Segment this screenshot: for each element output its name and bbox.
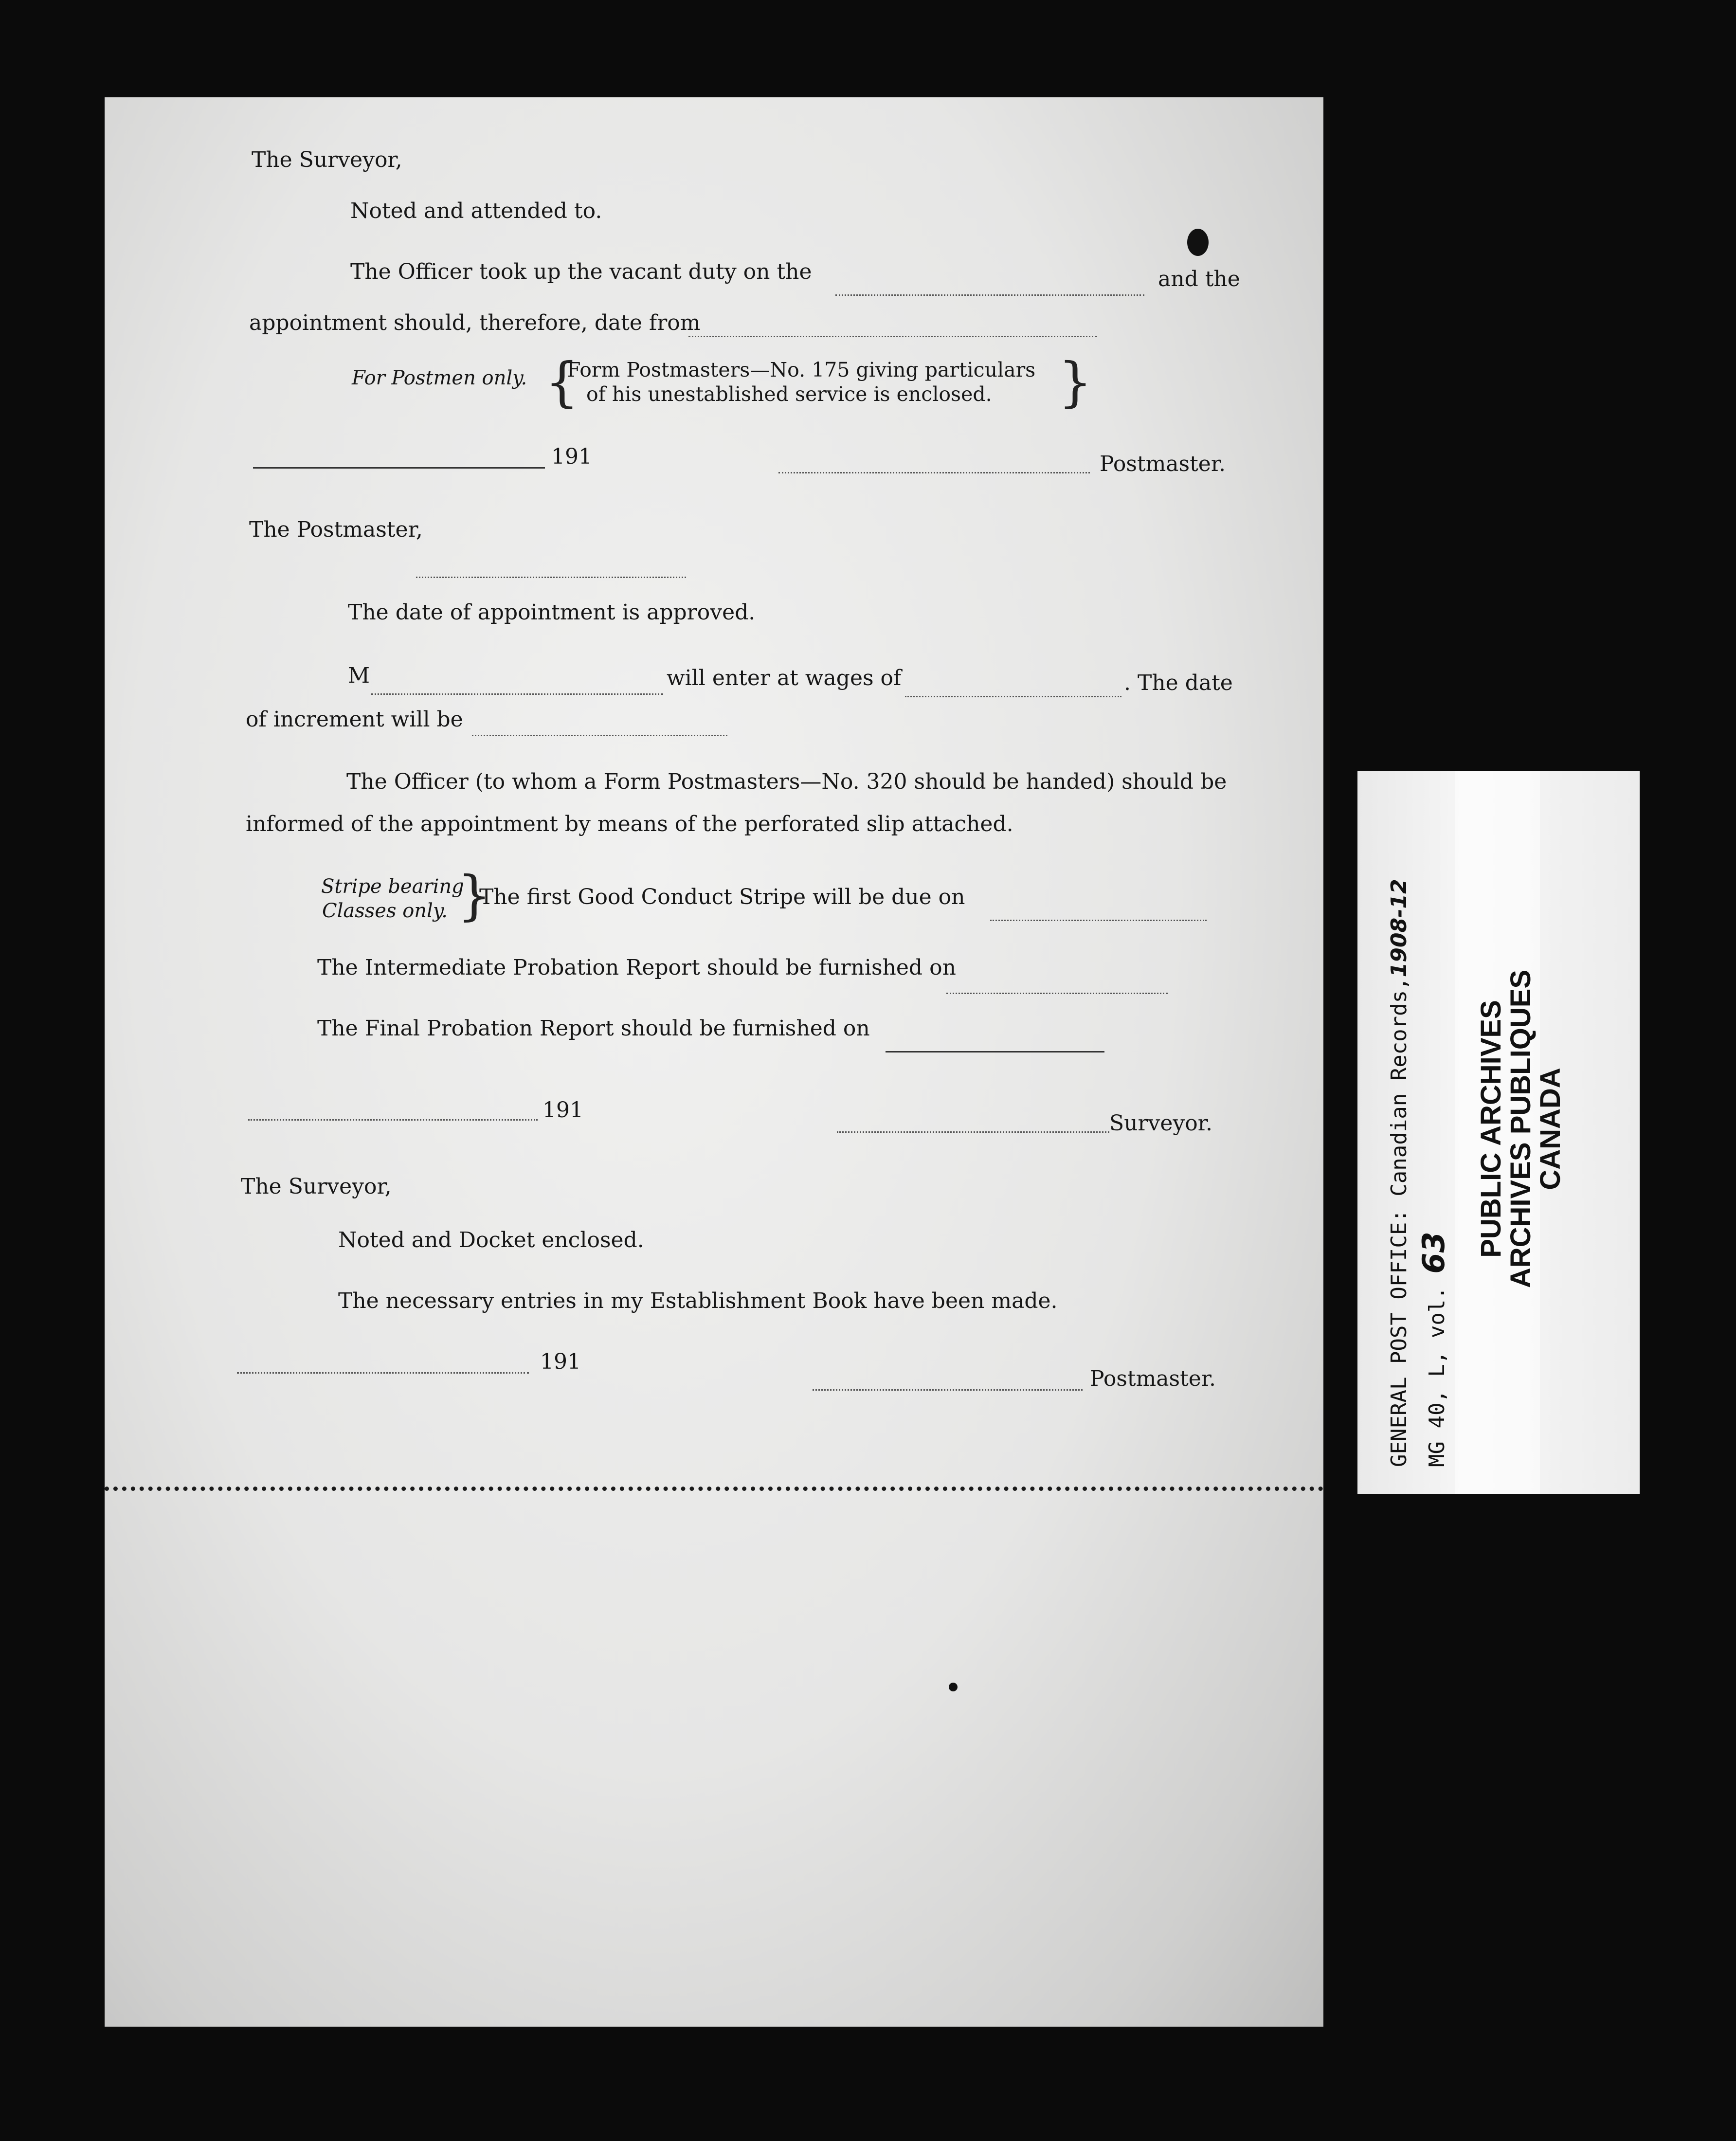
officer-line-2: informed of the appointment by means of the perforated slip attached. (246, 812, 1013, 836)
archive-reference-line-1: GENERAL POST OFFICE: Canadian Records,1908-12 (1387, 879, 1411, 1467)
signature-field-3[interactable] (813, 1389, 1083, 1391)
signatory-postmaster-3: Postmaster. (1090, 1366, 1216, 1391)
signatory-postmaster-1: Postmaster. (1100, 452, 1226, 476)
date-field-1[interactable] (253, 467, 545, 469)
signature-field-2[interactable] (837, 1131, 1109, 1133)
addressee-surveyor-1: The Surveyor, (252, 147, 402, 172)
final-date-field[interactable] (886, 1051, 1104, 1052)
ink-speck (949, 1683, 958, 1691)
date-field-2[interactable] (248, 1119, 538, 1121)
wages-field[interactable] (905, 696, 1121, 697)
date-field-3[interactable] (237, 1372, 529, 1374)
officer-line-1: The Officer (to whom a Form Postmasters—No. 320 should be handed) should be (346, 769, 1227, 794)
ink-blot (1187, 229, 1209, 256)
date-suffix: . The date (1124, 671, 1233, 695)
stripe-text: The first Good Conduct Stripe will be due on (479, 885, 965, 909)
year-1: 191 (551, 444, 592, 469)
intermediate-text: The Intermediate Probation Report should be furnished on (317, 955, 956, 980)
duty-suffix: and the (1158, 267, 1240, 291)
signature-field-1[interactable] (778, 472, 1090, 473)
intermediate-date-field[interactable] (946, 993, 1168, 994)
archive-stamp: PUBLIC ARCHIVES ARCHIVES PUBLIQUES CANADA (1475, 969, 1566, 1288)
perforation-line (105, 1487, 1323, 1491)
postmen-label: For Postmen only. (352, 367, 527, 389)
duty-date-field[interactable] (835, 294, 1144, 296)
wages-text: will enter at wages of (667, 666, 902, 690)
approved-text: The date of appointment is approved. (348, 600, 756, 625)
signatory-surveyor: Surveyor. (1109, 1111, 1212, 1136)
year-3: 191 (540, 1349, 581, 1374)
archive-reference-line-2: MG 40, L, vol. 63 (1416, 1232, 1451, 1467)
appointment-text: appointment should, therefore, date from (249, 310, 701, 335)
postmen-line-2: of his unestablished service is enclosed. (586, 382, 992, 406)
postmaster-office-field[interactable] (416, 577, 686, 578)
entries-text: The necessary entries in my Establishment Book have been made. (338, 1288, 1058, 1313)
officer-name-field[interactable] (371, 693, 663, 695)
form-page: The Surveyor, Noted and attended to. The Officer took up the vacant duty on the and the appointment should, therefore, date from For Postmen only. { Form Postmasters—No. 175 giving particulars of his unestablished service is enclosed. } 191 Postmaster. The Postmaster, The date of appointment is approved. M will enter at wages of . The date of increment will be The Officer (to whom a Form Postmasters—No. 320 should be handed) should be informed of the appointment by means of the perforated slip attached. Stripe bearing Classes only. } The first Good Conduct Stripe will be due on The Intermediate Probation Report should be furnished on The Final Probation Report should be furnished on 191 Surveyor. The Surveyor, Noted and Docket enclosed. The necessary entries in my Establishment Book have been made. 191 Postmaster. (105, 97, 1323, 2027)
year-2: 191 (542, 1098, 583, 1123)
increment-date-field[interactable] (472, 735, 727, 736)
stripe-label-1: Stripe bearing (321, 875, 464, 898)
addressee-surveyor-2: The Surveyor, (241, 1174, 392, 1199)
stripe-label-2: Classes only. (322, 900, 448, 922)
noted-attended: Noted and attended to. (350, 199, 602, 223)
postmen-line-1: Form Postmasters—No. 175 giving particulars (567, 358, 1036, 381)
final-text: The Final Probation Report should be furnished on (317, 1016, 870, 1041)
addressee-postmaster: The Postmaster, (249, 517, 423, 542)
handwritten-years: 1908-12 (1387, 879, 1411, 978)
noted-docket: Noted and Docket enclosed. (338, 1228, 644, 1252)
archive-label (1357, 771, 1640, 1494)
handwritten-volume: 63 (1416, 1232, 1451, 1274)
increment-text: of increment will be (246, 707, 463, 732)
duty-text: The Officer took up the vacant duty on the (350, 259, 812, 284)
m-prefix: M (348, 663, 370, 688)
stripe-date-field[interactable] (990, 920, 1207, 921)
appointment-date-field[interactable] (688, 336, 1097, 337)
